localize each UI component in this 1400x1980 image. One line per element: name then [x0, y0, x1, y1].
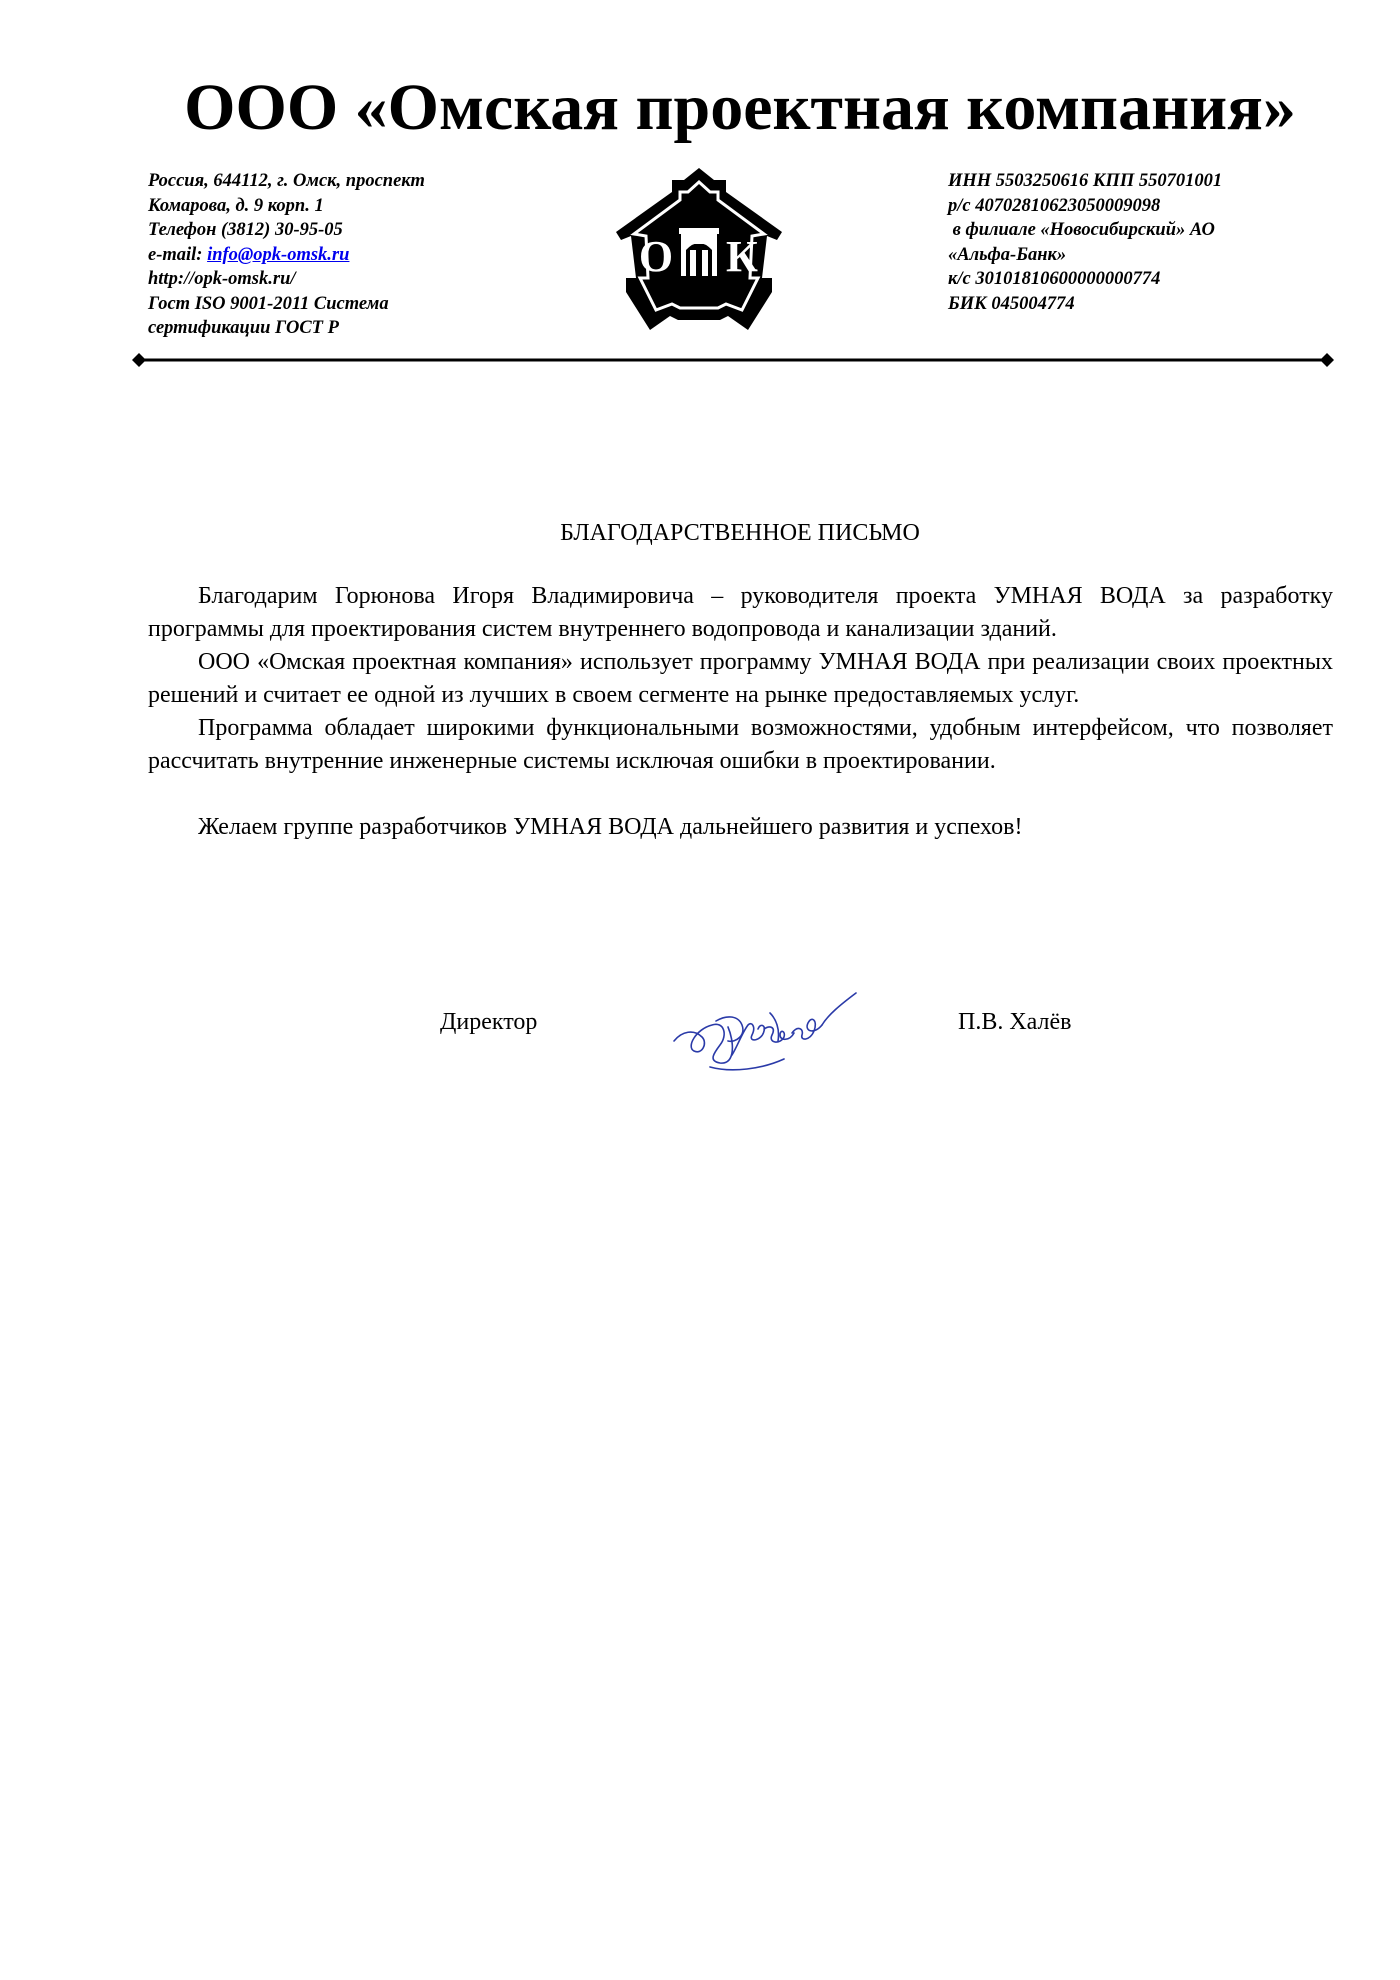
signatory-name: П.В. Халёв: [958, 1009, 1072, 1035]
bank-details: [948, 169, 1222, 316]
paragraph-wishes: Желаем группе разработчиков УМНАЯ ВОДА дальнейшего развития и успехов!: [198, 814, 1023, 840]
signatory-role: Директор: [440, 1009, 538, 1035]
inn-kpp-line: ИНН 5503250616 КПП 550701001: [948, 171, 1223, 191]
divider-diamond-left: [132, 353, 146, 367]
company-contacts: [148, 169, 425, 341]
correspondent-account-line: к/с 30101810600000000774: [948, 269, 1161, 289]
company-title: ООО «Омская проектная компания»: [184, 71, 1296, 144]
address-line-2: Комарова, д. 9 корп. 1: [148, 195, 324, 216]
address-line-1: Россия, 644112, г. Омск, проспект: [148, 171, 425, 191]
logo-letter-o: О: [638, 232, 674, 281]
paragraph-features: Программа обладает широкими функциональными возможностями, удобным интерфейсом, что позволяет рассчитать внутренние инженерные системы исключая ошибки в проектировании.: [148, 715, 1333, 774]
handwritten-signature-icon: [672, 985, 862, 1075]
bik-line: БИК 045004774: [948, 293, 1075, 314]
certification-line-1: Гост ISO 9001-2011 Система: [148, 293, 389, 314]
letter-body: [148, 580, 1333, 844]
omsk-fortress-pentagon-logo-icon: [612, 166, 786, 332]
logo-letter-k: К: [726, 232, 758, 281]
email-link[interactable]: info@opk-omsk.ru: [207, 244, 350, 265]
certification-line-2: сертификации ГОСТ Р: [148, 318, 339, 338]
account-line: р/с 40702810623050009098: [948, 195, 1161, 216]
website-line: http://opk-omsk.ru/: [148, 269, 296, 289]
divider-diamond-right: [1320, 353, 1334, 367]
letter-title: БЛАГОДАРСТВЕННОЕ ПИСЬМО: [560, 520, 920, 546]
paragraph-thanks: Благодарим Горюнова Игоря Владимировича – руководителя проекта УМНАЯ ВОДА за разработку программы для проектирования систем внутреннего водопровода и канализации зданий.: [148, 583, 1333, 642]
paragraph-usage: ООО «Омская проектная компания» использует программу УМНАЯ ВОДА при реализации своих проектных решений и считает ее одной из лучших в своем сегменте на рынке предоставляемых услуг.: [148, 649, 1333, 708]
email-line: [148, 243, 425, 268]
header-divider: [132, 350, 1334, 370]
email-label: e-mail:: [148, 244, 208, 265]
phone-line: Телефон (3812) 30-95-05: [148, 220, 343, 240]
bank-branch-line: в филиале «Новосибирский» АО: [948, 220, 1215, 240]
bank-name-line: «Альфа-Банк»: [948, 244, 1067, 265]
